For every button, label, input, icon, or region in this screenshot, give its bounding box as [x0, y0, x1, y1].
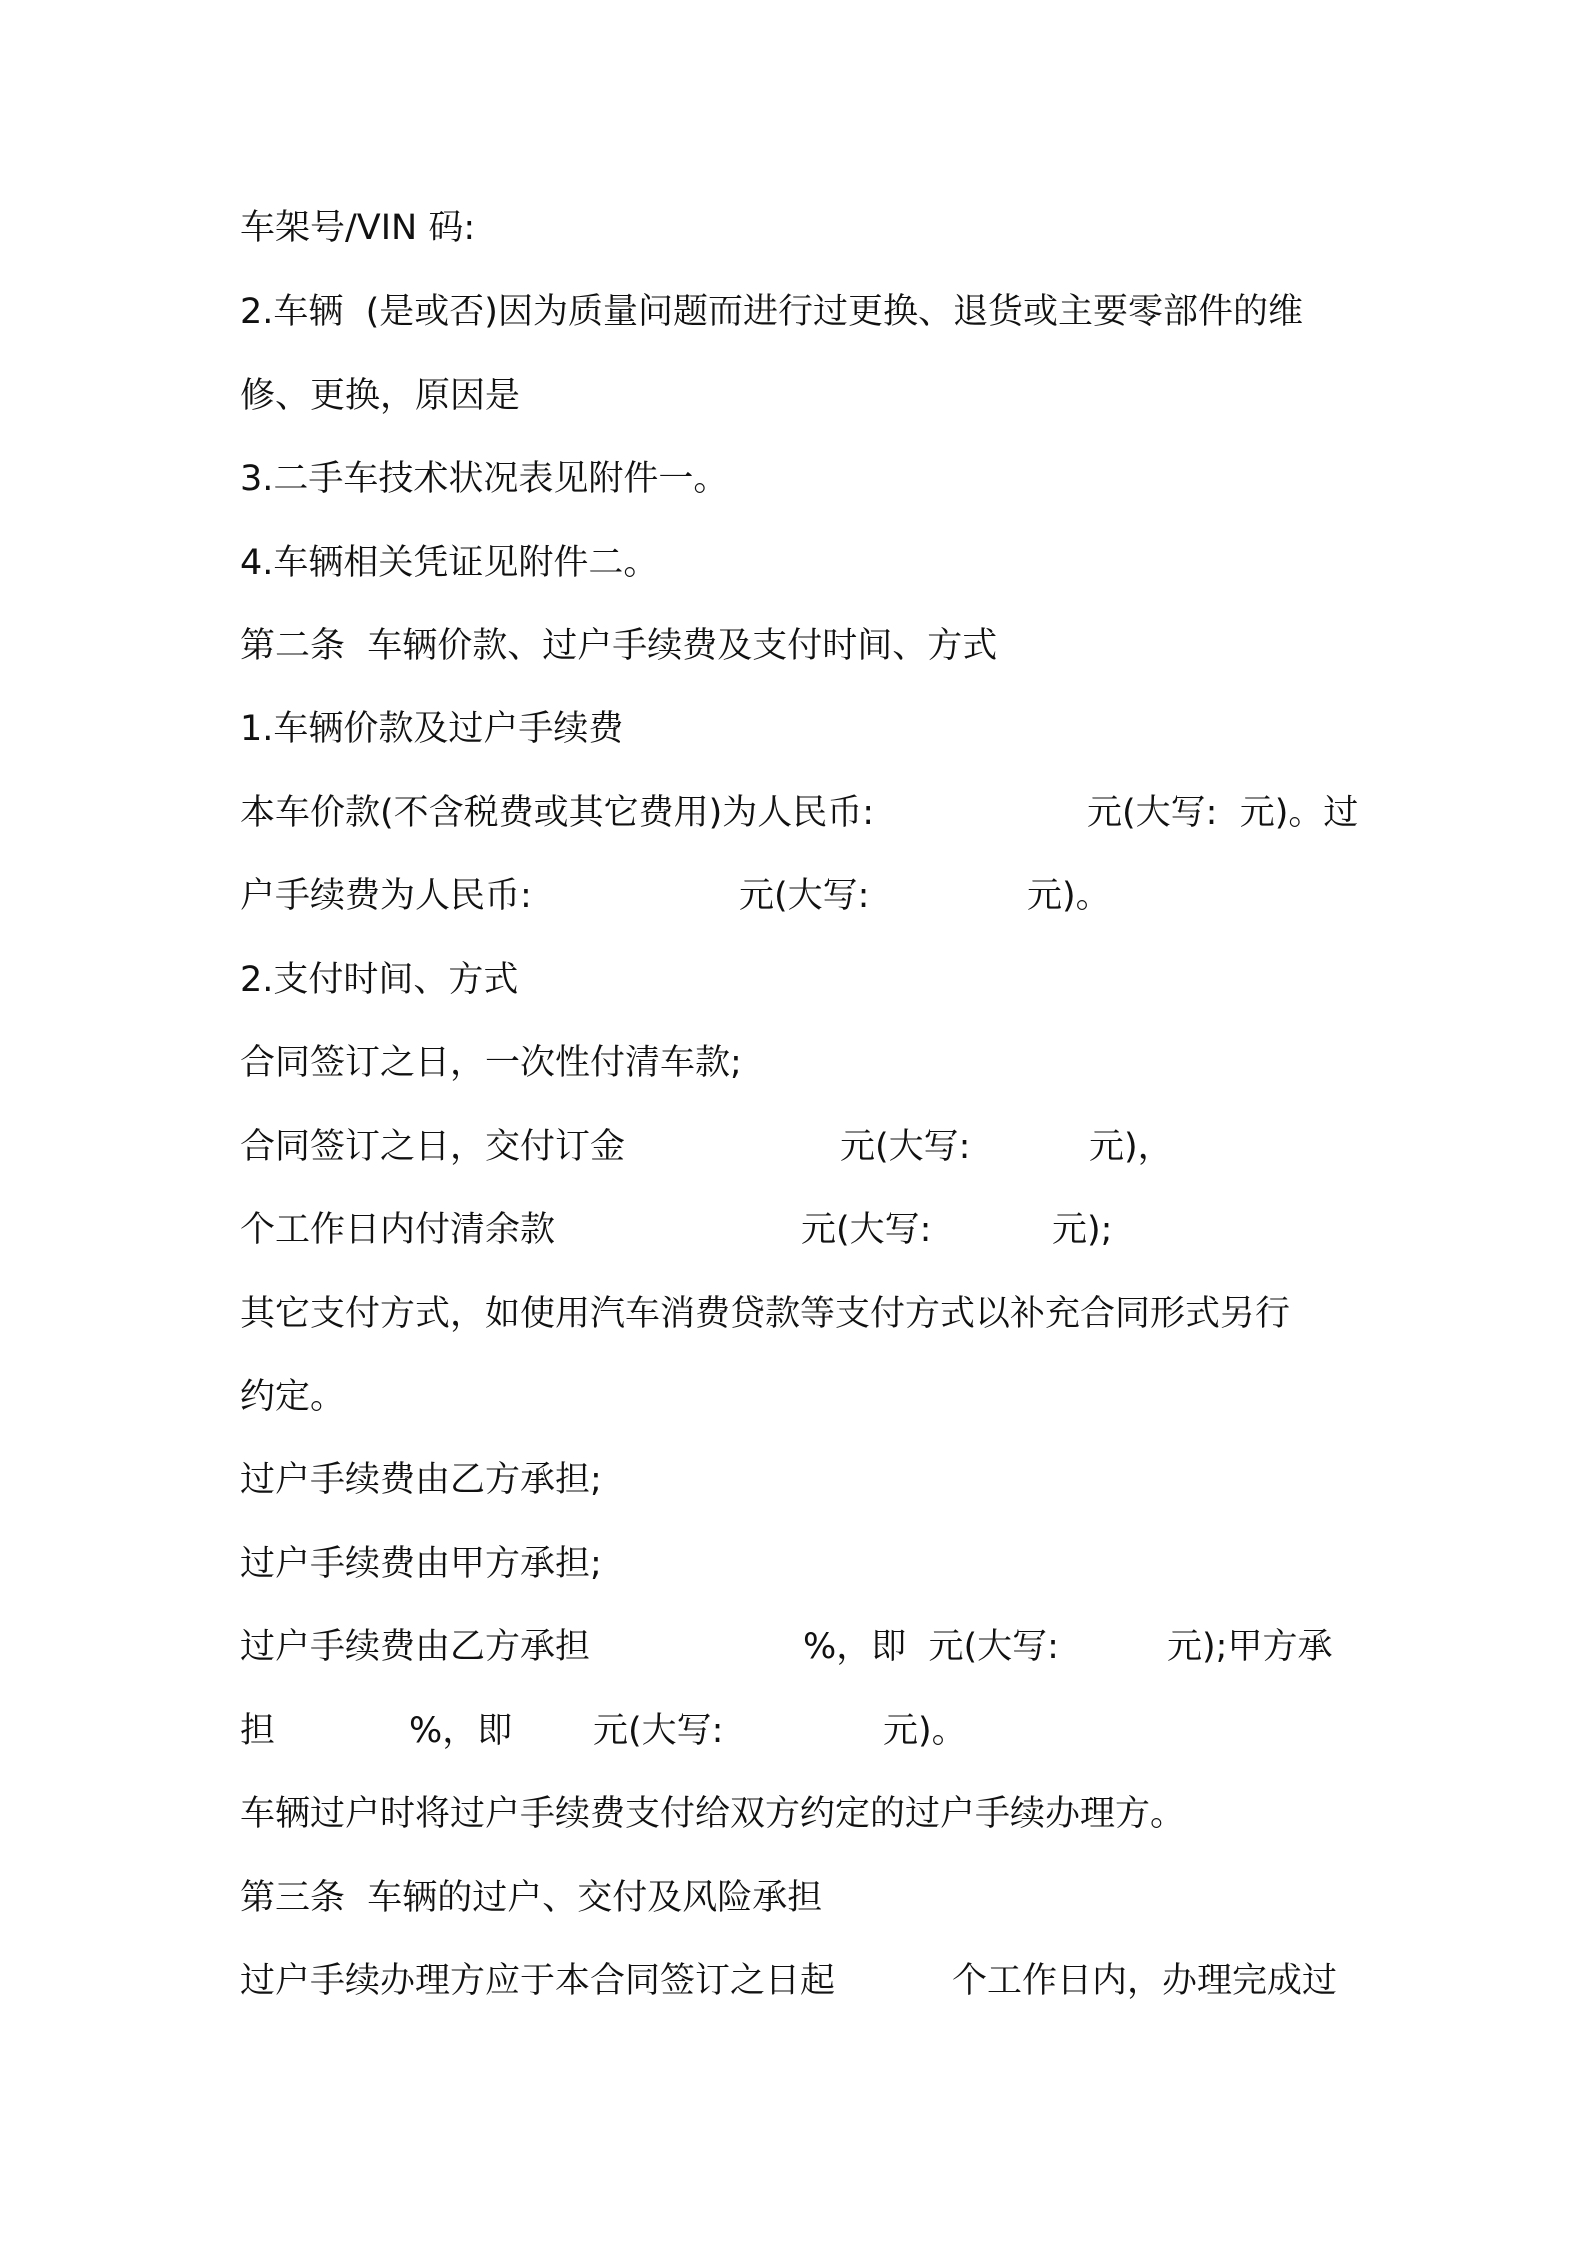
balance-label: 个工作日内付清余款 [240, 1210, 556, 1250]
transfer-deadline-label: 过户手续办理方应于本合同签订之日起 [240, 1961, 836, 2001]
deposit-line [240, 1125, 1173, 1169]
price-capital-label: 元(大写: 元)。过 [1087, 793, 1359, 833]
fee-split-label: 过户手续费由乙方承担 [240, 1627, 591, 1667]
transfer-deadline-line [240, 1959, 1338, 2003]
fee-payment-note: 车辆过户时将过户手续费支付给双方约定的过户手续办理方。 [240, 1794, 1186, 1834]
fee-line [240, 874, 1111, 918]
transfer-deadline-end: 个工作日内，办理完成过 [952, 1961, 1338, 2001]
price-line [240, 791, 1359, 835]
fee-capital-end: 元)。 [1027, 876, 1111, 916]
replacement-reason-line: 修、更换，原因是 [240, 376, 521, 416]
price-and-fee-subheading: 1.车辆价款及过户手续费 [240, 709, 624, 749]
fee-buyer-option: 过户手续费由乙方承担; [240, 1460, 602, 1500]
fee-split-cont-capital: 元(大写: [593, 1711, 724, 1751]
balance-line [240, 1208, 1113, 1252]
other-payment-line: 其它支付方式，如使用汽车消费贷款等支付方式以补充合同形式另行 [240, 1294, 1291, 1334]
fee-label: 户手续费为人民币: [240, 876, 532, 916]
fee-split-cont-end: 元)。 [883, 1711, 967, 1751]
deposit-label: 合同签订之日，交付订金 [240, 1127, 626, 1167]
attachment-two-line: 4.车辆相关凭证见附件二。 [240, 543, 659, 583]
full-payment-option: 合同签订之日，一次性付清车款; [240, 1043, 742, 1083]
article-three-heading: 第三条 车辆的过户、交付及风险承担 [240, 1878, 823, 1918]
payment-subheading: 2.支付时间、方式 [240, 960, 519, 1000]
replacement-question-line: 2.车辆 (是或否)因为质量问题而进行过更换、退货或主要零部件的维 [240, 292, 1303, 332]
vin-line: 车架号/VIN 码: [240, 208, 476, 248]
fee-split-continuation [240, 1709, 967, 1753]
fee-split-line [240, 1625, 1333, 1669]
deposit-capital-label: 元(大写: [840, 1127, 971, 1167]
balance-capital-end: 元); [1052, 1210, 1113, 1250]
attachment-one-line: 3.二手车技术状况表见附件一。 [240, 459, 729, 499]
fee-split-percent: %，即 元(大写: [803, 1627, 1059, 1667]
fee-split-end: 元);甲方承 [1167, 1627, 1333, 1667]
price-label: 本车价款(不含税费或其它费用)为人民币: [240, 793, 875, 833]
fee-seller-option: 过户手续费由甲方承担; [240, 1544, 602, 1584]
deposit-capital-end: 元)， [1089, 1127, 1173, 1167]
article-two-heading: 第二条 车辆价款、过户手续费及支付时间、方式 [240, 626, 998, 666]
other-payment-continuation: 约定。 [240, 1377, 346, 1417]
fee-capital-label: 元(大写: [739, 876, 870, 916]
balance-capital-label: 元(大写: [801, 1210, 932, 1250]
fee-split-cont-percent: %，即 [409, 1711, 513, 1751]
fee-split-cont-start: 担 [240, 1711, 276, 1751]
